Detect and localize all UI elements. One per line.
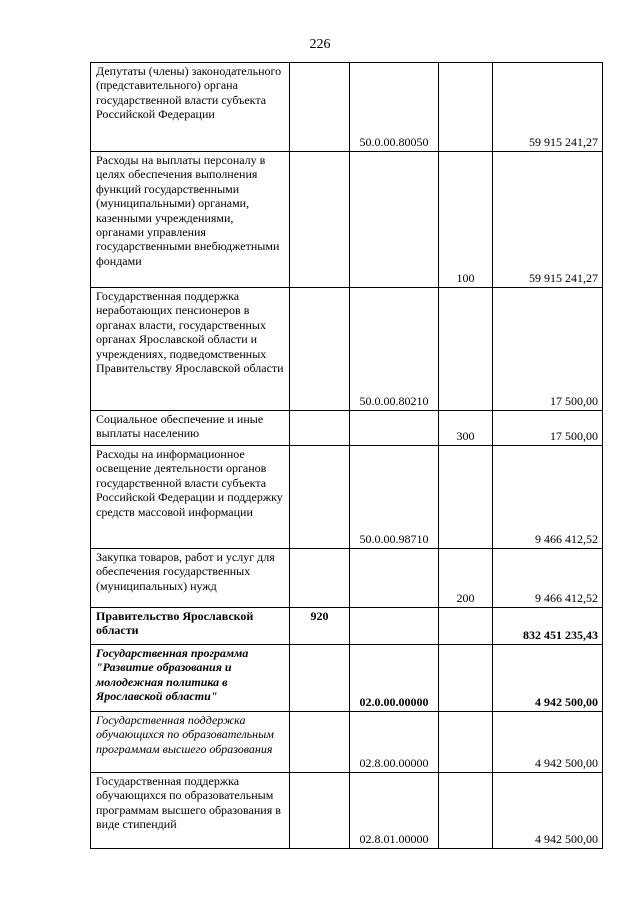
row-admin-code (290, 712, 350, 773)
row-expense-type (439, 712, 493, 773)
row-name: Закупка товаров, работ и услуг для обеспечения государственных (муниципальных) нужд (91, 549, 290, 608)
row-amount: 59 915 241,27 (493, 152, 603, 288)
row-amount: 832 451 235,43 (493, 608, 603, 645)
row-name: Расходы на выплаты персоналу в целях обеспечения выполнения функций государственными (муниципальными) органами, казенными учреждениями, органами управления государственными внебюджетными фондами (91, 152, 290, 288)
row-target-code: 02.8.00.00000 (350, 712, 439, 773)
row-expense-type (439, 446, 493, 549)
table-row (91, 712, 603, 773)
table-row (91, 773, 603, 849)
row-admin-code (290, 152, 350, 288)
row-target-code: 02.8.01.00000 (350, 773, 439, 849)
row-amount: 17 500,00 (493, 288, 603, 411)
row-name: Социальное обеспечение и иные выплаты населению (91, 411, 290, 446)
row-amount: 4 942 500,00 (493, 773, 603, 849)
row-admin-code (290, 549, 350, 608)
row-admin-code (290, 288, 350, 411)
row-expense-type (439, 63, 493, 152)
row-name: Расходы на информационное освещение деятельности органов государственной власти субъекта Российской Федерации и поддержку средств массовой информации (91, 446, 290, 549)
row-expense-type: 100 (439, 152, 493, 288)
row-amount: 4 942 500,00 (493, 712, 603, 773)
row-expense-type: 300 (439, 411, 493, 446)
row-amount: 17 500,00 (493, 411, 603, 446)
row-name: Депутаты (члены) законодательного (представительного) органа государственной власти субъекта Российской Федерации (91, 63, 290, 152)
table-row (91, 288, 603, 411)
table-row (91, 608, 603, 645)
row-amount: 4 942 500,00 (493, 645, 603, 712)
row-target-code: 50.0.00.80050 (350, 63, 439, 152)
row-target-code: 50.0.00.80210 (350, 288, 439, 411)
row-target-code (350, 411, 439, 446)
page-number: 226 (309, 37, 331, 52)
row-name: Государственная поддержка обучающихся по образовательным программам высшего образования (91, 712, 290, 773)
table-row (91, 446, 603, 549)
row-admin-code (290, 773, 350, 849)
row-target-code (350, 608, 439, 645)
row-target-code: 02.0.00.00000 (350, 645, 439, 712)
table-row (91, 63, 603, 152)
table-row (91, 549, 603, 608)
row-amount: 9 466 412,52 (493, 549, 603, 608)
row-name: Государственная программа "Развитие образования и молодежная политика в Ярославской области" (91, 645, 290, 712)
row-name: Правительство Ярославской области (91, 608, 290, 645)
budget-table (90, 62, 603, 849)
row-expense-type (439, 608, 493, 645)
row-expense-type (439, 773, 493, 849)
table-row (91, 411, 603, 446)
row-target-code (350, 152, 439, 288)
row-expense-type (439, 645, 493, 712)
row-admin-code: 920 (290, 608, 350, 645)
row-name: Государственная поддержка обучающихся по образовательным программам высшего образования в виде стипендий (91, 773, 290, 849)
row-admin-code (290, 446, 350, 549)
row-expense-type (439, 288, 493, 411)
row-admin-code (290, 63, 350, 152)
row-name: Государственная поддержка неработающих пенсионеров в органах власти, государственных органах Ярославской области и учреждениях, подведомственных Правительству Ярославской области (91, 288, 290, 411)
row-target-code: 50.0.00.98710 (350, 446, 439, 549)
row-admin-code (290, 411, 350, 446)
row-expense-type: 200 (439, 549, 493, 608)
row-target-code (350, 549, 439, 608)
row-admin-code (290, 645, 350, 712)
table-row (91, 645, 603, 712)
row-amount: 59 915 241,27 (493, 63, 603, 152)
table-row (91, 152, 603, 288)
row-amount: 9 466 412,52 (493, 446, 603, 549)
